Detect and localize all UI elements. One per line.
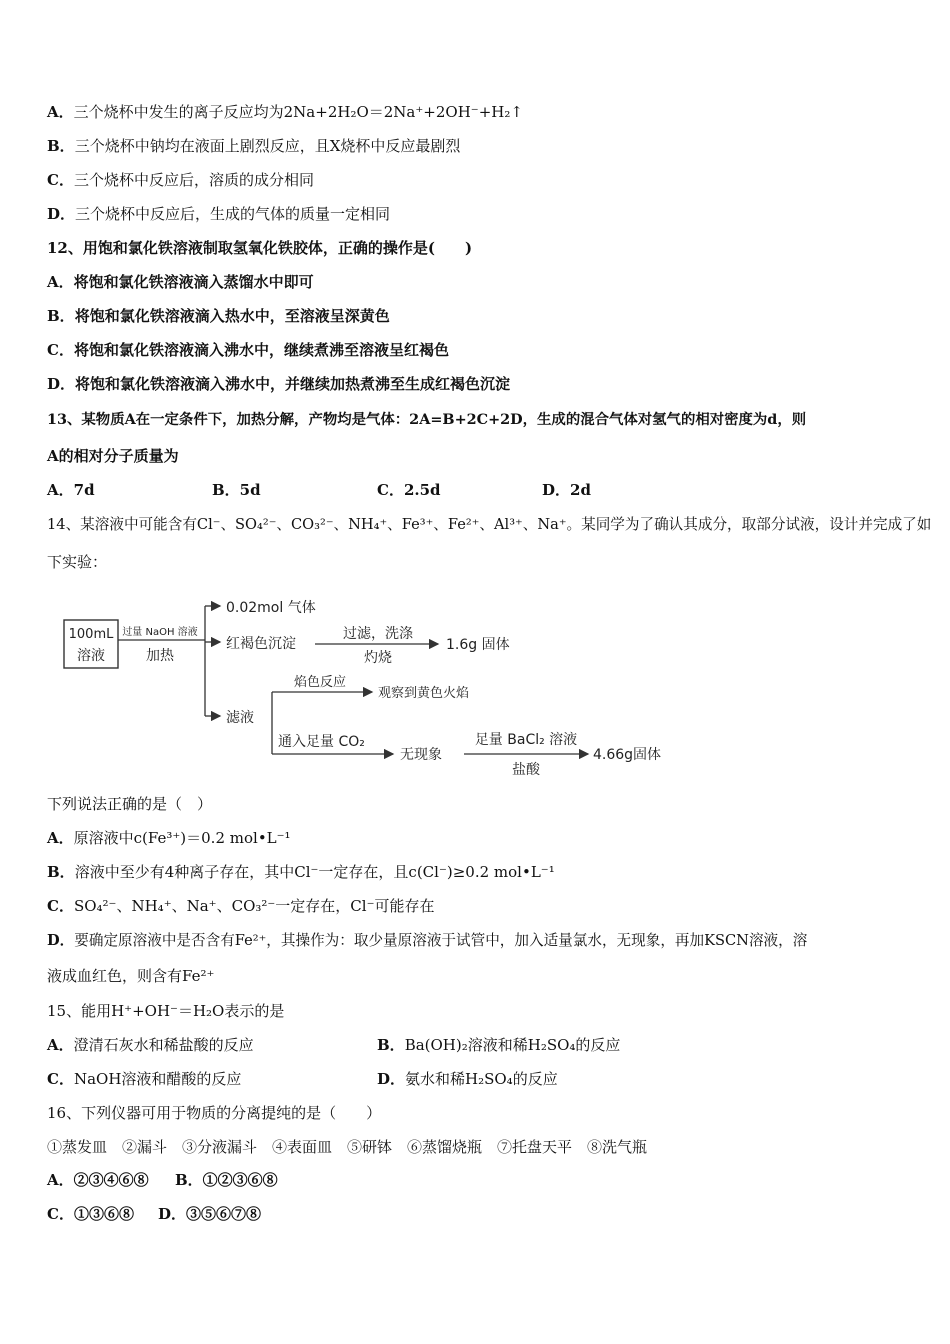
option-label: B．: [47, 307, 75, 325]
condition-heat: 加热: [146, 648, 174, 664]
start-label-line2: 溶液: [77, 648, 105, 664]
flame-result-label: 观察到黄色火焰: [378, 686, 470, 701]
option-label: D．: [47, 205, 76, 223]
q13-option-d: D．2d: [542, 481, 591, 499]
q14-question: 下列说法正确的是（ ）: [47, 795, 213, 813]
q13-stem-line2: A的相对分子质量为: [47, 447, 179, 465]
q15-option-a: [47, 1035, 254, 1055]
bacl2-label: 足量 BaCl₂ 溶液: [474, 732, 578, 748]
q14-option-d: [47, 931, 807, 951]
q13-option-a: A．7d: [47, 481, 95, 499]
option-text: SO₄²⁻、NH₄⁺、Na⁺、CO₃²⁻一定存在，Cl⁻可能存在: [73, 897, 435, 915]
option-label: C．: [47, 341, 74, 359]
q11-option-b: [47, 136, 460, 156]
option-label: C．: [47, 171, 74, 189]
q14-option-a: [47, 828, 291, 848]
q12-option-d: [47, 374, 510, 394]
q11-option-a: [47, 102, 523, 122]
solid1-label: 1.6g 固体: [446, 637, 510, 653]
q13-option-b: B．5d: [212, 481, 261, 499]
option-label: D．: [47, 375, 76, 393]
filtrate-label: 滤液: [226, 710, 254, 726]
precipitate-label: 红褐色沉淀: [226, 636, 296, 652]
option-label: A．: [47, 829, 74, 847]
q16-items: ①蒸发皿 ②漏斗 ③分液漏斗 ④表面皿 ⑤研钵 ⑥蒸馏烧瓶 ⑦托盘天平 ⑧洗气瓶: [47, 1138, 648, 1156]
q11-option-c: [47, 170, 314, 190]
q15-option-d: [377, 1069, 558, 1089]
q15-option-c: [47, 1069, 241, 1089]
q16-option-b: B．①②③⑥⑧: [175, 1171, 278, 1189]
q15-stem: 15、能用H⁺+OH⁻＝H₂O表示的是: [47, 1002, 285, 1020]
q14-stem-line1: 14、某溶液中可能含有Cl⁻、SO₄²⁻、CO₃²⁻、NH₄⁺、Fe³⁺、Fe²⁺、Al³⁺、Na⁺。某同学为了确认其成分，取部分试液，设计并完成了如: [47, 516, 932, 533]
experiment-flow-diagram: [60, 588, 700, 788]
option-text: NaOH溶液和醋酸的反应: [73, 1070, 242, 1088]
q12-option-b: [47, 306, 390, 326]
q12-stem: 12、用饱和氯化铁溶液制取氢氧化铁胶体，正确的操作是( ): [47, 239, 473, 257]
option-label: A．: [47, 103, 74, 121]
option-label: A．: [47, 1036, 74, 1054]
q15-option-b: [377, 1035, 620, 1055]
solid2-label: 4.66g固体: [593, 747, 662, 763]
option-label: C．: [47, 1070, 74, 1088]
q13-option-c: C．2.5d: [377, 481, 441, 499]
q16-stem: 16、下列仪器可用于物质的分离提纯的是（ ）: [47, 1104, 382, 1122]
option-text: 将饱和氯化铁溶液滴入沸水中，并继续加热煮沸至生成红褐色沉淀: [75, 375, 511, 393]
option-label: B．: [47, 137, 75, 155]
q14-stem-line2: 下实验：: [47, 553, 108, 571]
option-text: 三个烧杯中反应后，生成的气体的质量一定相同: [75, 205, 391, 223]
q14-option-b: [47, 862, 555, 882]
q12-option-c: [47, 340, 449, 360]
q16-option-c: C．①③⑥⑧: [47, 1205, 134, 1223]
option-label: B．: [377, 1036, 405, 1054]
option-text: 将饱和氯化铁溶液滴入蒸馏水中即可: [73, 273, 314, 291]
q13-stem-line1: 13、某物质A在一定条件下，加热分解，产物均是气体：2A=B+2C+2D，生成的混合气体对氢气的相对密度为d，则: [47, 411, 807, 428]
q14-option-c: [47, 896, 435, 916]
reagent-naoh: 过量 NaOH 溶液: [122, 627, 198, 638]
q16-option-d: D．③⑤⑥⑦⑧: [158, 1205, 262, 1223]
step-filter-label: 过滤，洗涤: [343, 626, 413, 642]
no-change-label: 无现象: [400, 747, 442, 763]
option-text: 氨水和稀H₂SO₄的反应: [405, 1070, 558, 1088]
q12-option-a: [47, 272, 314, 292]
option-text: 将饱和氯化铁溶液滴入热水中，至溶液呈深黄色: [74, 307, 390, 325]
option-text: Ba(OH)₂溶液和稀H₂SO₄的反应: [404, 1036, 621, 1054]
option-text: 原溶液中c(Fe³⁺)＝0.2 mol•L⁻¹: [73, 829, 291, 847]
option-text: 三个烧杯中钠均在液面上剧烈反应，且X烧杯中反应最剧烈: [74, 137, 461, 155]
option-label: D．: [47, 932, 75, 949]
co2-step-label: 通入足量 CO₂: [278, 734, 365, 750]
option-label: B．: [47, 863, 75, 881]
option-text: 澄清石灰水和稀盐酸的反应: [73, 1036, 254, 1054]
step-burn-label: 灼烧: [364, 650, 392, 666]
option-text: 三个烧杯中反应后，溶质的成分相同: [73, 171, 314, 189]
q14-option-d-cont: 液成血红色，则含有Fe²⁺: [47, 967, 215, 985]
option-text: 三个烧杯中发生的离子反应均为2Na+2H₂O＝2Na⁺+2OH⁻+H₂↑: [73, 103, 523, 121]
option-label: C．: [47, 897, 74, 915]
hcl-label: 盐酸: [512, 762, 540, 778]
start-label-line1: 100mL: [68, 627, 114, 642]
gas-label: 0.02mol 气体: [226, 600, 316, 616]
q11-option-d: [47, 204, 390, 224]
q16-option-a: A．②③④⑥⑧: [47, 1171, 149, 1189]
option-text: 溶液中至少有4种离子存在，其中Cl⁻一定存在，且c(Cl⁻)≥0.2 mol•L⁻¹: [74, 863, 555, 881]
option-label: A．: [47, 273, 74, 291]
option-text: 将饱和氯化铁溶液滴入沸水中，继续煮沸至溶液呈红褐色: [73, 341, 449, 359]
option-text: 要确定原溶液中是否含有Fe²⁺，其操作为：取少量原溶液于试管中，加入适量氯水，无现象，再加KSCN溶液，溶: [74, 932, 808, 949]
flame-test-label: 焰色反应: [293, 675, 347, 690]
option-label: D．: [377, 1070, 406, 1088]
